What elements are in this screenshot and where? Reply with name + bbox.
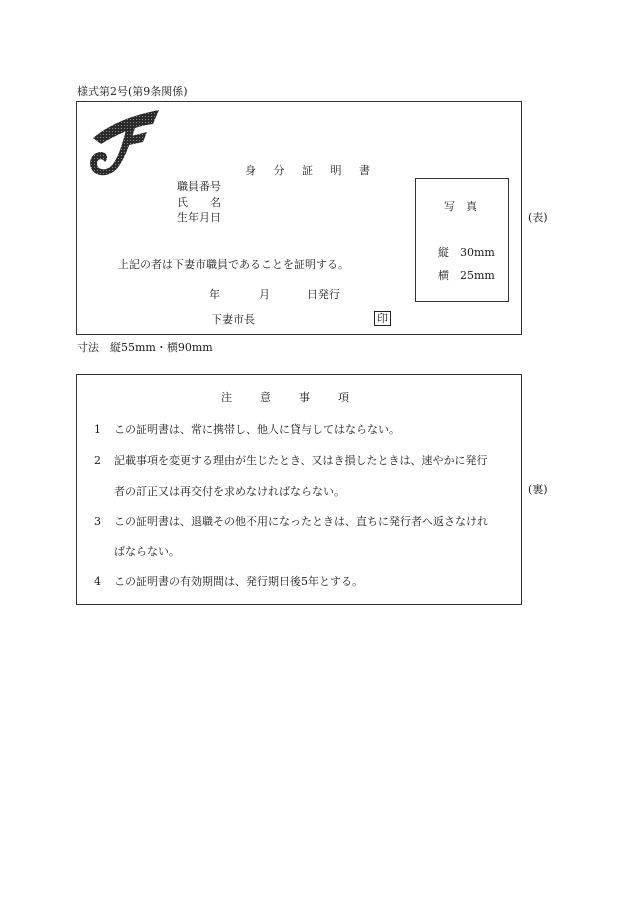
certify-text: 上記の者は下妻市職員であることを証明する。 [118, 258, 349, 271]
front-card [76, 101, 522, 335]
photo-width: 横 25mm [438, 269, 495, 282]
issuer: 下妻市長 [211, 313, 255, 326]
issue-month: 月 [259, 288, 270, 301]
note-1-number: 1 [94, 423, 101, 436]
note-1-line-1: この証明書は、常に携帯し、他人に貸与してはならない。 [114, 423, 400, 436]
note-2-line-1: 記載事項を変更する理由が生じたとき、又はき損したときは、速やかに発行 [114, 454, 488, 467]
note-3-number: 3 [94, 515, 101, 528]
field-birthdate: 生年月日 [177, 211, 221, 224]
front-side-label: (表) [528, 211, 548, 224]
seal-mark: 印 [374, 311, 391, 326]
size-note: 寸法 縦55mm・横90mm [77, 341, 213, 354]
card-title: 身 分 証 明 書 [245, 164, 377, 177]
notes-title: 注 意 事 項 [221, 391, 351, 404]
note-4-number: 4 [94, 575, 101, 588]
photo-box [415, 178, 509, 302]
note-3-line-1: この証明書は、退職その他不用になったときは、直ちに発行者へ返さなけれ [114, 515, 488, 528]
issue-year: 年 [209, 288, 220, 301]
note-3-line-2: ばならない。 [114, 545, 180, 558]
back-side-label: (裏) [528, 483, 548, 496]
photo-height: 縦 30mm [438, 246, 495, 259]
note-4-line-1: この証明書の有効期間は、発行期日後5年とする。 [114, 575, 363, 588]
city-emblem-logo [85, 110, 161, 182]
photo-title: 写 真 [444, 200, 477, 213]
field-staff-number: 職員番号 [177, 180, 221, 193]
note-2-number: 2 [94, 454, 101, 467]
issue-day: 日発行 [307, 288, 340, 301]
back-card [76, 374, 522, 605]
field-name: 氏 名 [177, 196, 221, 209]
form-label: 様式第2号(第9条関係) [77, 85, 188, 98]
note-2-line-2: 者の訂正又は再交付を求めなければならない。 [114, 485, 345, 498]
